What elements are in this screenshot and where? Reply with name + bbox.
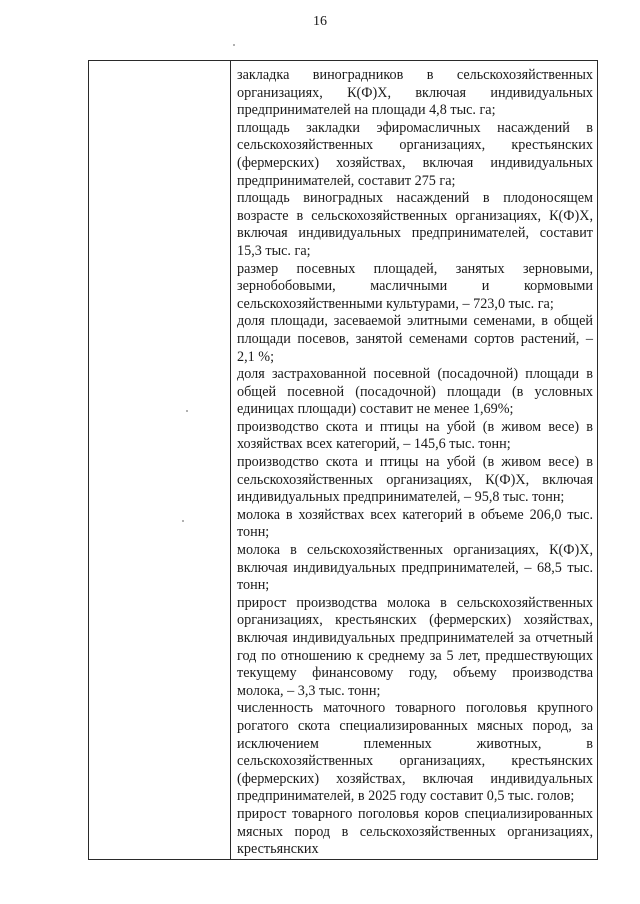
paragraph: закладка виноградников в сельскохозяйственных организациях, К(Ф)Х, включая индивидуальных предпринимателей на площади 4,8 тыс. га; [237, 67, 593, 119]
scan-speck [182, 520, 184, 522]
right-cell [231, 61, 598, 860]
document-table [88, 60, 598, 860]
paragraph: прирост производства молока в сельскохозяйственных организациях, крестьянских (фермерских) хозяйствах, включая индивидуальных предпринимателей за отчетный год по отношению к среднему за 5 лет, предшествующих текущему финансовому году, объему производства молока, – 3,3 тыс. тонн; [237, 594, 593, 699]
paragraph: молока в сельскохозяйственных организациях, К(Ф)Х, включая индивидуальных предпринимателей, – 68,5 тыс. тонн; [237, 542, 593, 594]
paragraph: производство скота и птицы на убой (в живом весе) в хозяйствах всех категорий, – 145,6 тыс. тонн; [237, 418, 593, 453]
paragraph-list [237, 67, 593, 859]
paragraph: размер посевных площадей, занятых зерновыми, зернобобовыми, масличными и кормовыми сельскохозяйственными культурами, – 723,0 тыс. га; [237, 260, 593, 312]
paragraph: доля застрахованной посевной (посадочной) площади в общей посевной (посадочной) площади (в условных единицах площади) составит не менее 1,69%; [237, 366, 593, 418]
paragraph: численность маточного товарного поголовья крупного рогатого скота специализированных мясных пород, за исключением племенных животных, в сельскохозяйственных организациях, крестьянских (фермерских) хозяйствах, включая индивидуальных предпринимателей, в 2025 году составит 0,5 тыс. голов; [237, 700, 593, 805]
scan-speck [186, 410, 188, 412]
page-number: 16 [313, 14, 327, 29]
paragraph: доля площади, засеваемой элитными семенами, в общей площади посевов, занятой семенами сортов растений, – 2,1 %; [237, 313, 593, 365]
scan-speck [233, 44, 235, 46]
table-row [89, 61, 598, 860]
paragraph: площадь виноградных насаждений в плодоносящем возрасте в сельскохозяйственных организациях, К(Ф)Х, включая индивидуальных предпринимателей, составит 15,3 тыс. га; [237, 190, 593, 259]
paragraph: молока в хозяйствах всех категорий в объеме 206,0 тыс. тонн; [237, 506, 593, 541]
left-cell [89, 61, 231, 860]
paragraph: прирост товарного поголовья коров специализированных мясных пород в сельскохозяйственных организациях, крестьянских [237, 805, 593, 858]
paragraph: площадь закладки эфиромасличных насаждений в сельскохозяйственных организациях, крестьянских (фермерских) хозяйствах, включая индивидуальных предпринимателей, составит 275 га; [237, 119, 593, 189]
paragraph: производство скота и птицы на убой (в живом весе) в сельскохозяйственных организациях, К(Ф)Х, включая индивидуальных предпринимателей, – 95,8 тыс. тонн; [237, 454, 593, 506]
